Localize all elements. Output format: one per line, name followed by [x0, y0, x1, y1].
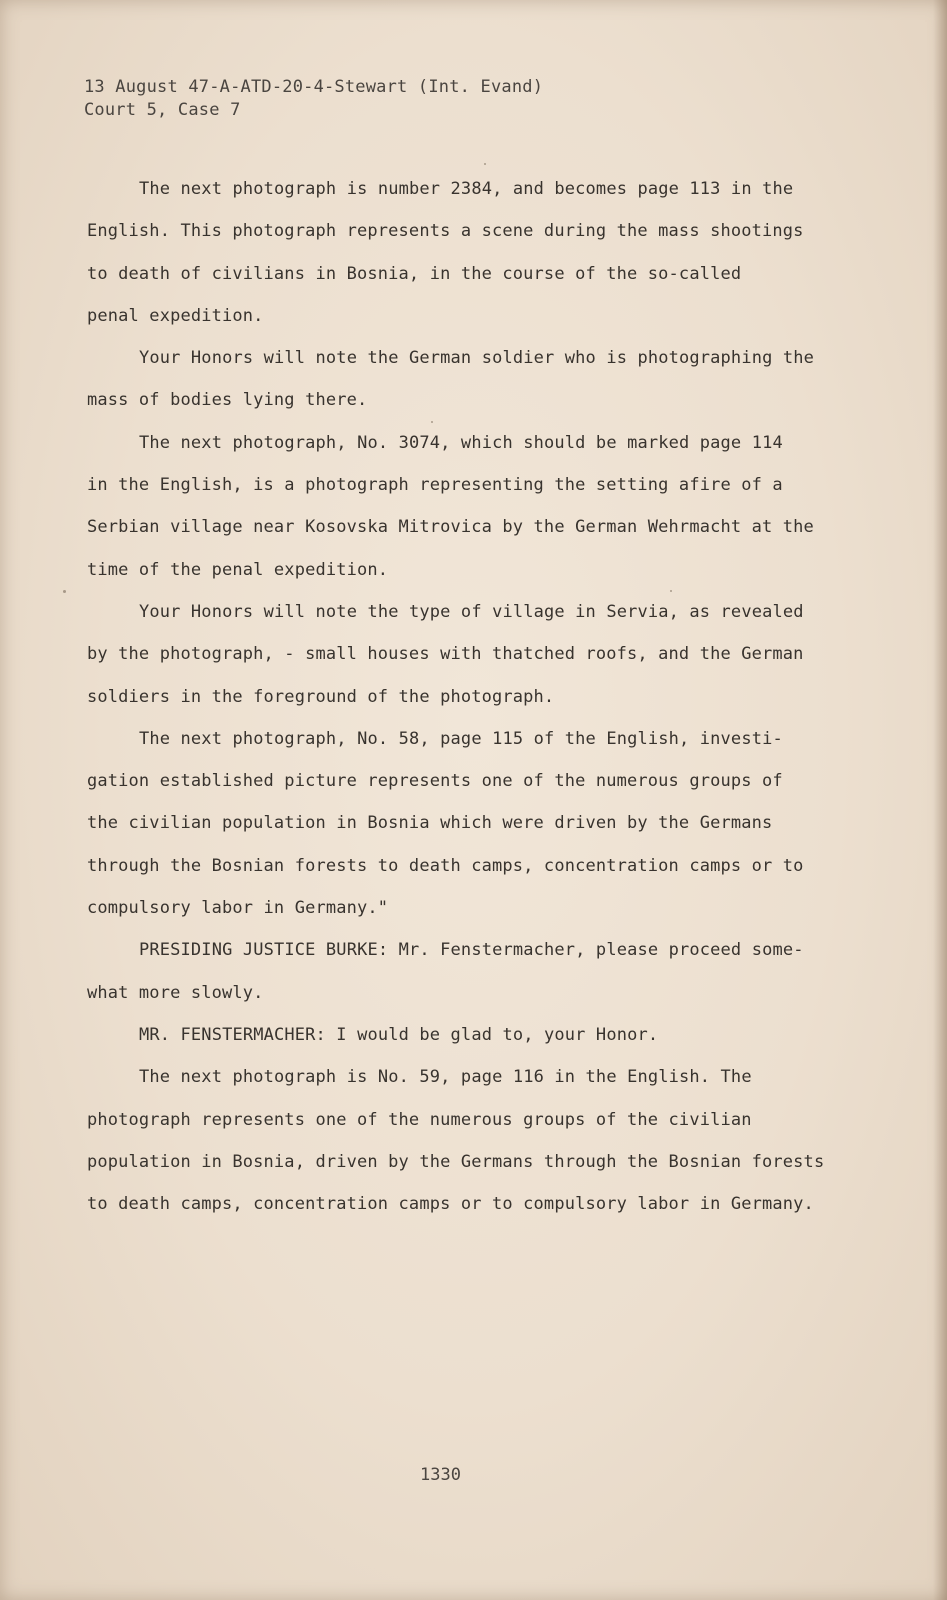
transcript-line: Your Honors will note the German soldier who is photographing the	[139, 348, 815, 369]
paper-speck	[670, 590, 672, 592]
header-line-court-case: Court 5, Case 7	[84, 100, 241, 120]
transcript-line: what more slowly.	[87, 982, 264, 1003]
transcript-line: The next photograph is No. 59, page 116 in the English. The	[139, 1067, 752, 1088]
transcript-line: soldiers in the foreground of the photograph.	[87, 686, 555, 707]
transcript-line: to death of civilians in Bosnia, in the course of the so-called	[87, 263, 742, 284]
transcript-line: mass of bodies lying there.	[87, 390, 368, 411]
transcript-line: MR. FENSTERMACHER: I would be glad to, your Honor.	[139, 1024, 659, 1045]
paper-speck	[484, 163, 486, 165]
paper-speck	[431, 421, 433, 423]
transcript-line: Serbian village near Kosovska Mitrovica by the German Wehrmacht at the	[87, 517, 814, 538]
transcript-line: population in Bosnia, driven by the Germans through the Bosnian forests	[87, 1151, 825, 1172]
transcript-line: gation established picture represents one of the numerous groups of	[87, 771, 783, 792]
transcript-line: The next photograph is number 2384, and becomes page 113 in the	[139, 179, 794, 199]
transcript-line: The next photograph, No. 3074, which should be marked page 114	[139, 432, 783, 453]
transcript-body	[87, 176, 827, 1233]
transcript-line: time of the penal expedition.	[87, 559, 389, 580]
transcript-line: The next photograph, No. 58, page 115 of the English, investi-	[139, 728, 783, 749]
transcript-line: photograph represents one of the numerous groups of the civilian	[87, 1109, 752, 1130]
page-edge-shadow	[933, 0, 947, 1600]
header-line-date-reference: 13 August 47-A-ATD-20-4-Stewart (Int. Evand)	[84, 77, 544, 97]
transcript-line: compulsory labor in Germany."	[87, 898, 389, 919]
transcript-line: English. This photograph represents a scene during the mass shootings	[87, 221, 804, 242]
transcript-line: by the photograph, - small houses with thatched roofs, and the German	[87, 644, 804, 665]
transcript-line: through the Bosnian forests to death camps, concentration camps or to	[87, 855, 804, 876]
transcript-line: the civilian population in Bosnia which were driven by the Germans	[87, 813, 773, 834]
document-header	[84, 76, 543, 122]
transcript-line: to death camps, concentration camps or to compulsory labor in Germany.	[87, 1194, 814, 1215]
page-number: 1330	[420, 1465, 461, 1485]
paper-speck	[63, 590, 66, 593]
transcript-line: Your Honors will note the type of village in Servia, as revealed	[139, 601, 804, 622]
transcript-line: PRESIDING JUSTICE BURKE: Mr. Fenstermacher, please proceed some-	[139, 940, 804, 961]
transcript-line: in the English, is a photograph representing the setting afire of a	[87, 475, 783, 496]
transcript-line: penal expedition.	[87, 305, 264, 326]
